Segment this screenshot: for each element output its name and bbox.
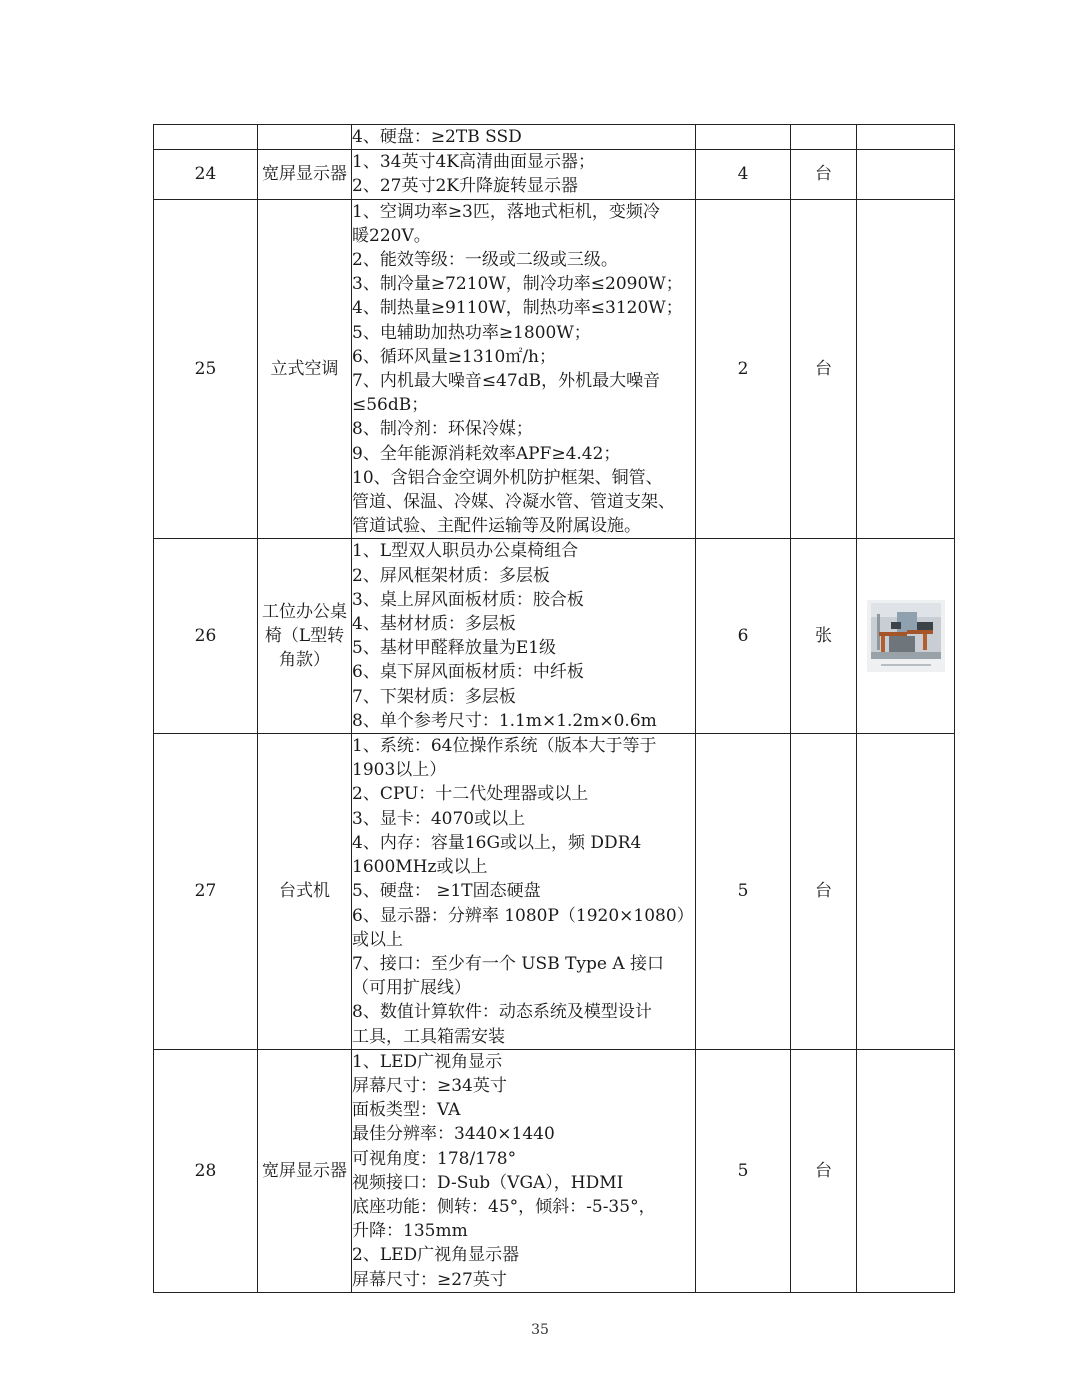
spec-line: 4、基材材质：多层板 bbox=[352, 614, 516, 635]
cell-image bbox=[857, 199, 955, 539]
spec-line: 4、内存：容量16G或以上，频 DDR4 bbox=[352, 832, 642, 853]
cell-no: 24 bbox=[154, 150, 258, 199]
cell-qty: 4 bbox=[696, 150, 791, 199]
spec-line: 1、L型双人职员办公桌椅组合 bbox=[352, 541, 579, 562]
cell-image bbox=[857, 734, 955, 1050]
spec-line: 4、制热量≥9110W，制热功率≤3120W； bbox=[352, 298, 683, 319]
spec-line: 底座功能：侧转：45°，倾斜：-5-35°， bbox=[352, 1196, 656, 1217]
cell-unit: 张 bbox=[791, 539, 857, 734]
spec-line: 7、接口：至少有一个 USB Type A 接口 bbox=[352, 953, 665, 974]
spec-line: 屏幕尺寸：≥34英寸 bbox=[352, 1075, 507, 1096]
spec-line: 6、显示器：分辨率 1080P（1920×1080） bbox=[352, 905, 694, 926]
spec-line: 5、硬盘： ≥1T固态硬盘 bbox=[352, 881, 541, 902]
spec-line: 可视角度：178/178° bbox=[352, 1148, 517, 1169]
spec-line: 3、制冷量≥7210W，制冷功率≤2090W； bbox=[352, 274, 683, 295]
spec-line: 3、桌上屏风面板材质：胶合板 bbox=[352, 589, 584, 610]
cell-name: 台式机 bbox=[258, 734, 352, 1050]
cell-unit: 台 bbox=[791, 150, 857, 199]
cell-name: 立式空调 bbox=[258, 199, 352, 539]
cell-image bbox=[857, 539, 955, 734]
equipment-spec-table bbox=[153, 124, 955, 1293]
spec-line: 7、下架材质：多层板 bbox=[352, 686, 516, 707]
cell-spec bbox=[352, 199, 696, 539]
spec-line: 2、屏风框架材质：多层板 bbox=[352, 565, 550, 586]
spec-line: 暖220V。 bbox=[352, 225, 431, 246]
cell-spec bbox=[352, 150, 696, 199]
spec-line: 1、空调功率≥3匹，落地式柜机，变频冷 bbox=[352, 201, 660, 222]
spec-line: 8、单个参考尺寸：1.1m×1.2m×0.6m bbox=[352, 710, 657, 731]
spec-line: 管道试验、主配件运输等及附属设施。 bbox=[352, 516, 641, 537]
spec-line: （可用扩展线） bbox=[352, 978, 471, 999]
cell-image bbox=[857, 125, 955, 150]
spec-line: 6、循环风量≥1310㎡/h； bbox=[352, 346, 556, 367]
cell-spec bbox=[352, 125, 696, 150]
cell-image bbox=[857, 150, 955, 199]
spec-line: 最佳分辨率：3440×1440 bbox=[352, 1124, 555, 1145]
cell-unit: 台 bbox=[791, 1049, 857, 1292]
spec-line: 8、制冷剂：环保冷媒； bbox=[352, 419, 533, 440]
cell-no: 28 bbox=[154, 1049, 258, 1292]
table-row bbox=[154, 539, 955, 734]
page-number: 35 bbox=[531, 1322, 549, 1338]
spec-line: 1903以上） bbox=[352, 760, 447, 781]
cell-qty: 5 bbox=[696, 734, 791, 1050]
spec-line: 或以上 bbox=[352, 929, 403, 950]
spec-line: 10、含铝合金空调外机防护框架、铜管、 bbox=[352, 467, 663, 488]
spec-line: 升降：135mm bbox=[352, 1221, 468, 1242]
spec-line: 2、27英寸2K升降旋转显示器 bbox=[352, 176, 578, 197]
cell-image bbox=[857, 1049, 955, 1292]
spec-line: 9、全年能源消耗效率APF≥4.42； bbox=[352, 443, 621, 464]
cell-name: 工位办公桌椅（L型转角款） bbox=[258, 539, 352, 734]
cell-spec bbox=[352, 1049, 696, 1292]
table-row bbox=[154, 734, 955, 1050]
table-row bbox=[154, 1049, 955, 1292]
spec-line: 工具，工具箱需安装 bbox=[352, 1026, 505, 1047]
spec-line: 1600MHz或以上 bbox=[352, 857, 488, 878]
cell-spec bbox=[352, 734, 696, 1050]
cell-qty bbox=[696, 125, 791, 150]
spec-line: 3、显卡：4070或以上 bbox=[352, 808, 526, 829]
cell-unit bbox=[791, 125, 857, 150]
spec-line: 2、CPU：十二代处理器或以上 bbox=[352, 784, 589, 805]
spec-line: 8、数值计算软件：动态系统及模型设计 bbox=[352, 1002, 652, 1023]
spec-line: 7、内机最大噪音≤47dB，外机最大噪音 bbox=[352, 371, 661, 392]
spec-line: 面板类型：VA bbox=[352, 1100, 461, 1121]
spec-line: 4、硬盘：≥2TB SSD bbox=[352, 127, 522, 147]
cell-no: 27 bbox=[154, 734, 258, 1050]
table-row bbox=[154, 150, 955, 199]
spec-line: 2、能效等级：一级或二级或三级。 bbox=[352, 250, 618, 271]
cell-no: 26 bbox=[154, 539, 258, 734]
spec-line: 1、系统：64位操作系统（版本大于等于 bbox=[352, 736, 657, 757]
spec-line: 2、LED广视角显示器 bbox=[352, 1245, 520, 1266]
spec-line: ≤56dB； bbox=[352, 395, 429, 416]
spec-line: 6、桌下屏风面板材质：中纤板 bbox=[352, 662, 584, 683]
table-row bbox=[154, 199, 955, 539]
spec-line: 5、基材甲醛释放量为E1级 bbox=[352, 638, 557, 659]
cell-spec bbox=[352, 539, 696, 734]
cell-name bbox=[258, 125, 352, 150]
cell-no bbox=[154, 125, 258, 150]
cell-qty: 6 bbox=[696, 539, 791, 734]
spec-line: 视频接口：D-Sub（VGA），HDMI bbox=[352, 1172, 624, 1193]
cell-qty: 2 bbox=[696, 199, 791, 539]
spec-line: 5、电辅助加热功率≥1800W； bbox=[352, 322, 591, 343]
cell-unit: 台 bbox=[791, 734, 857, 1050]
spec-line: 1、34英寸4K高清曲面显示器； bbox=[352, 152, 595, 173]
spec-line: 1、LED广视角显示 bbox=[352, 1051, 503, 1072]
spec-line: 屏幕尺寸：≥27英寸 bbox=[352, 1269, 507, 1290]
cell-unit: 台 bbox=[791, 199, 857, 539]
office-desk-photo bbox=[867, 600, 945, 672]
cell-no: 25 bbox=[154, 199, 258, 539]
table-row-continued bbox=[154, 125, 955, 150]
cell-name: 宽屏显示器 bbox=[258, 1049, 352, 1292]
cell-name: 宽屏显示器 bbox=[258, 150, 352, 199]
spec-line: 管道、保温、冷媒、冷凝水管、管道支架、 bbox=[352, 492, 675, 513]
cell-qty: 5 bbox=[696, 1049, 791, 1292]
